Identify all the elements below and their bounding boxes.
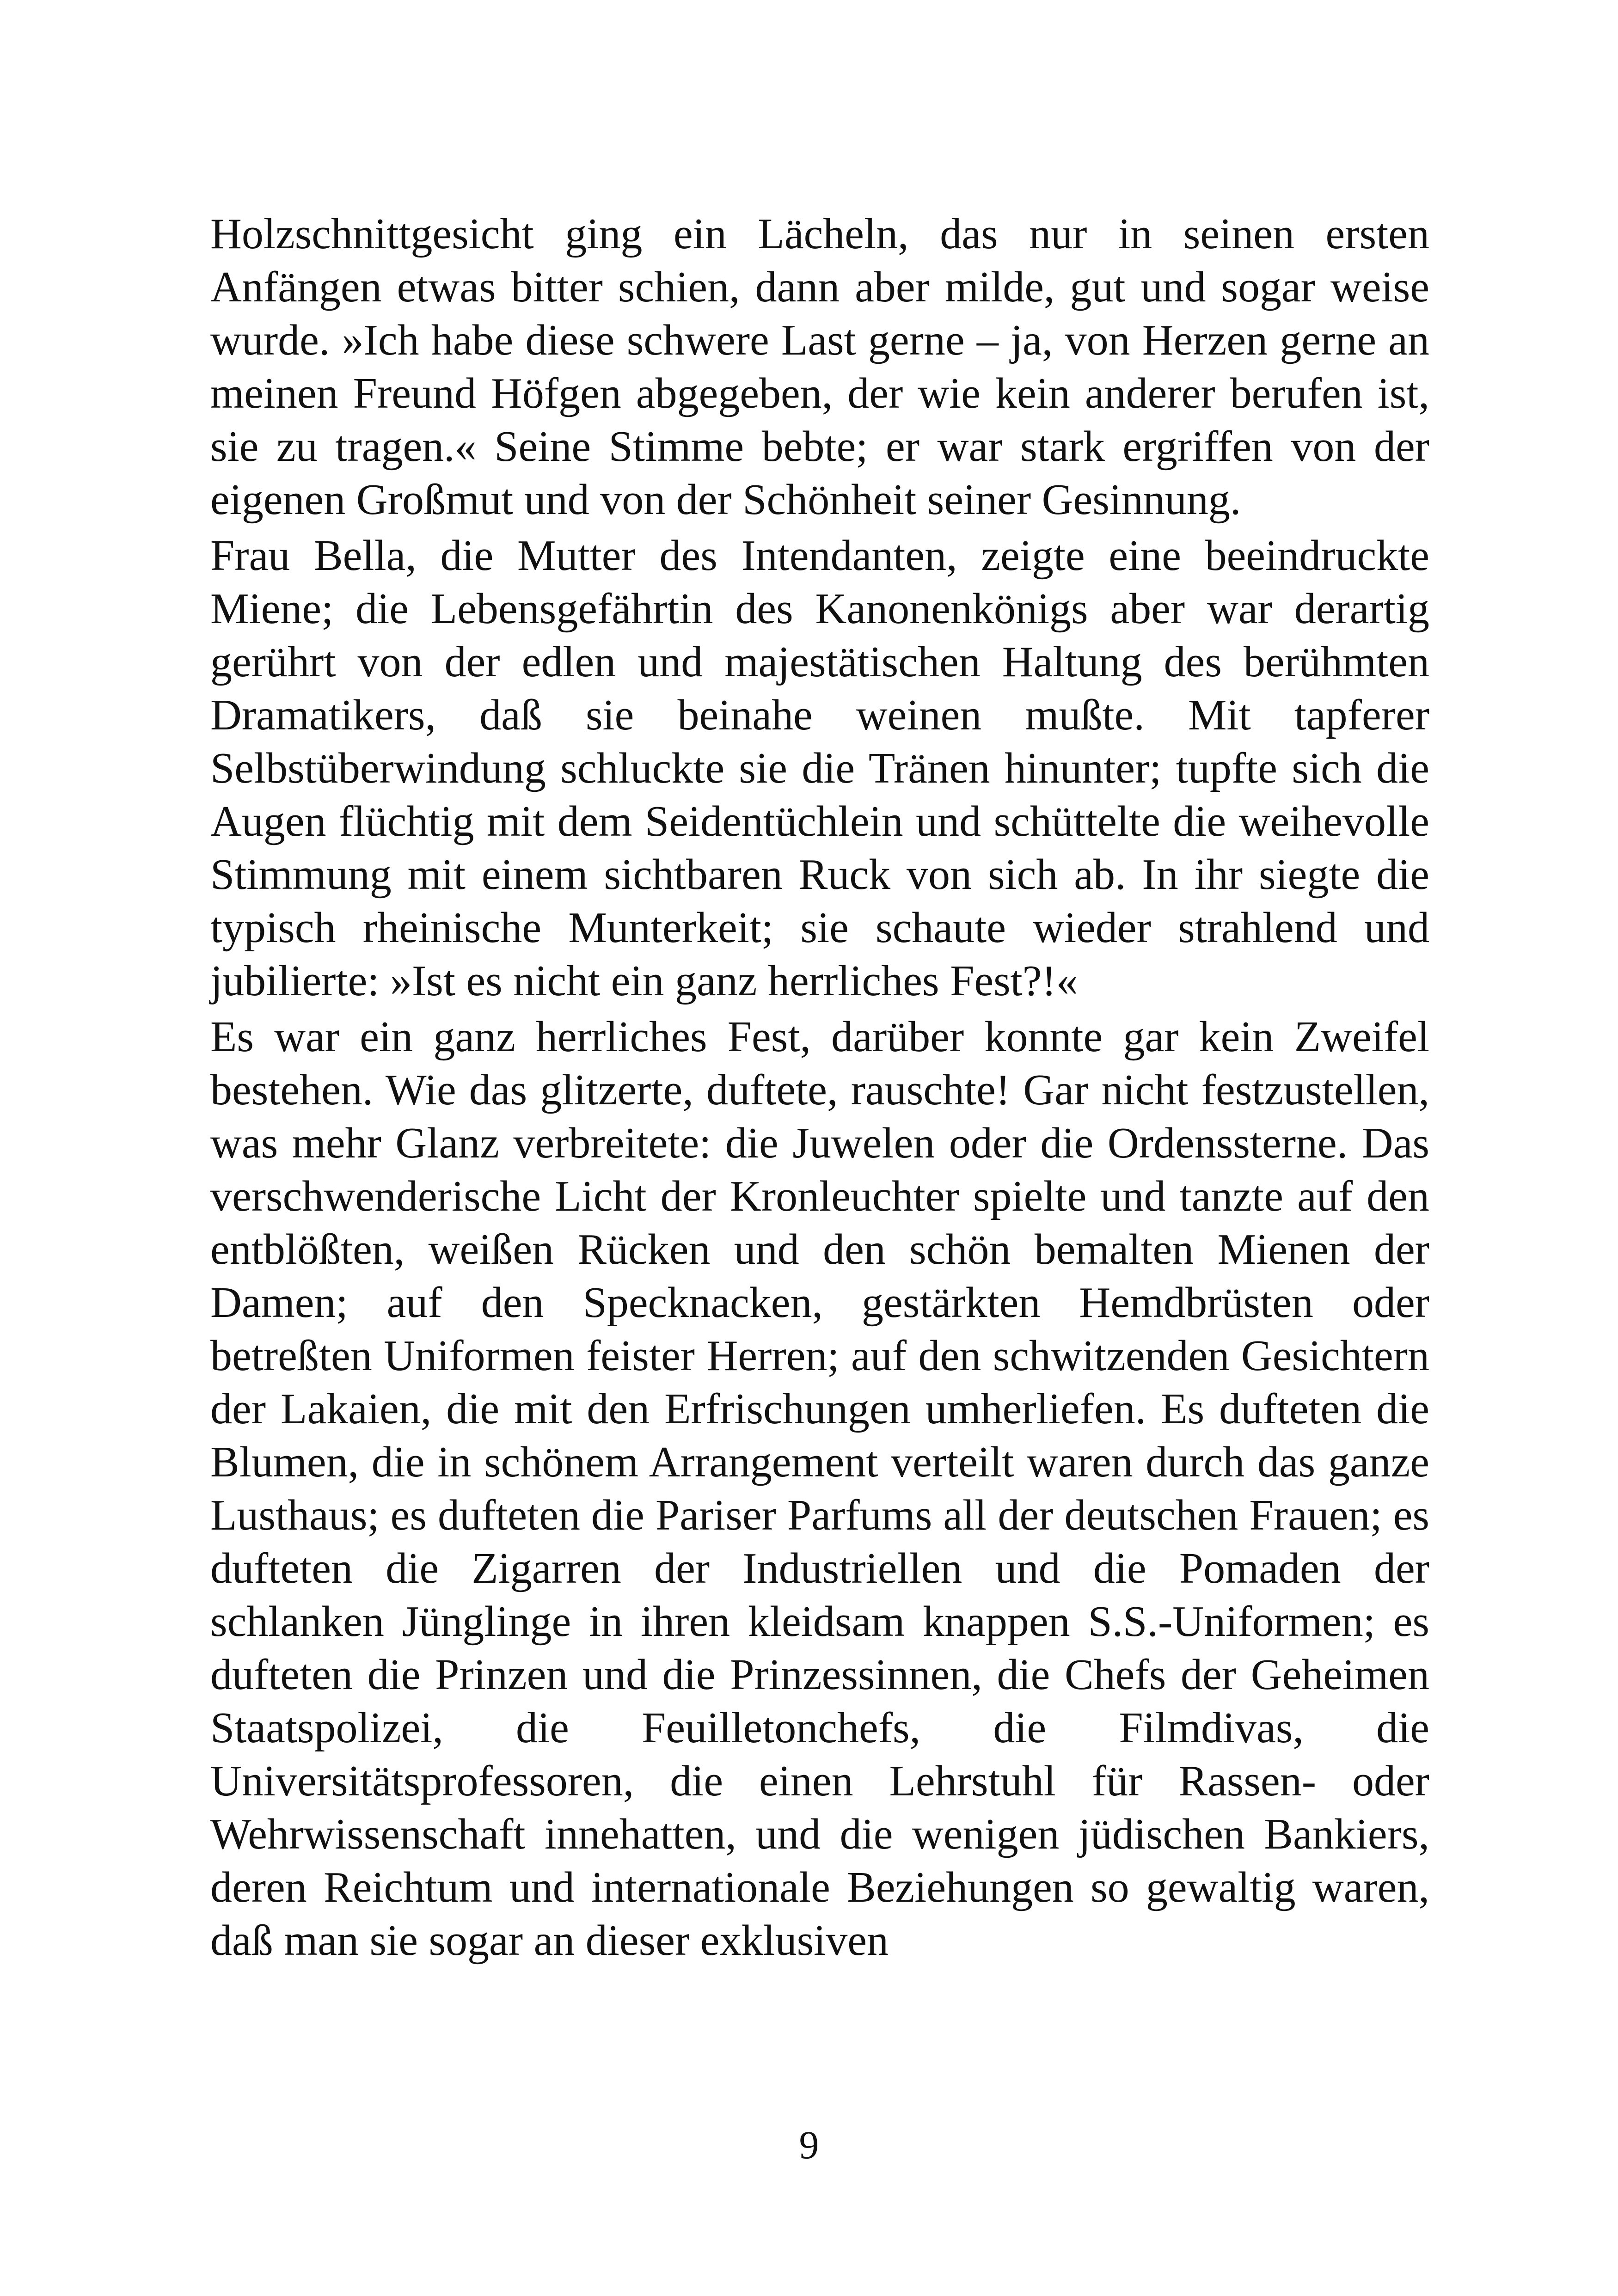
paragraph: Holzschnittgesicht ging ein Lächeln, das nur in seinen ersten Anfängen etwas bitter schien, dann aber milde, gut und sogar weise wurde. »Ich habe diese schwere Last gerne – ja, von Herzen gerne an meinen Freund Höfgen abgegeben, der wie kein anderer berufen ist, sie zu tragen.« Seine Stimme bebte; er war stark ergriffen von der eigenen Großmut und von der Schönheit seiner Gesinnung. — [210, 210, 1429, 524]
page-number: 9 — [799, 2123, 819, 2167]
body-text — [210, 208, 1429, 1970]
paragraph: Frau Bella, die Mutter des Intendanten, zeigte eine beeindruckte Miene; die Lebensgefährtin des Kanonenkönigs aber war derartig gerührt von der edlen und majestätischen Haltung des berühmten Dramatikers, daß sie beinahe weinen mußte. Mit tapferer Selbstüberwindung schluckte sie die Tränen hinunter; tupfte sich die Augen flüchtig mit dem Seidentüchlein und schüttelte die weihevolle Stimmung mit einem sichtbaren Ruck von sich ab. In ihr siegte die typisch rheinische Munterkeit; sie schaute wieder strahlend und jubilierte: »Ist es nicht ein ganz herrliches Fest?!« — [210, 532, 1429, 1005]
paragraph: Es war ein ganz herrliches Fest, darüber konnte gar kein Zweifel bestehen. Wie das glitzerte, duftete, rauschte! Gar nicht festzustellen, was mehr Glanz verbreitete: die Juwelen oder die Ordenssterne. Das verschwenderische Licht der Kronleuchter spielte und tanzte auf den entblößten, weißen Rücken und den schön bemalten Mienen der Damen; auf den Specknacken, gestärkten Hemdbrüsten oder betreßten Uniformen feister Herren; auf den schwitzenden Gesichtern der Lakaien, die mit den Erfrischungen umherliefen. Es dufteten die Blumen, die in schönem Arrangement verteilt waren durch das ganze Lusthaus; es dufteten die Pariser Parfums all der deutschen Frauen; es dufteten die Zigarren der Industriellen und die Pomaden der schlanken Jünglinge in ihren kleidsam knappen S.S.-Uniformen; es dufteten die Prinzen und die Prinzessinnen, die Chefs der Geheimen Staatspolizei, die Feuilletonchefs, die Filmdivas, die Universitätsprofessoren, die einen Lehrstuhl für Rassen- oder Wehrwissenschaft innehatten, und die wenigen jüdischen Bankiers, deren Reichtum und internationale Beziehungen so gewaltig waren, daß man sie sogar an dieser exklusiven — [210, 1013, 1429, 1965]
